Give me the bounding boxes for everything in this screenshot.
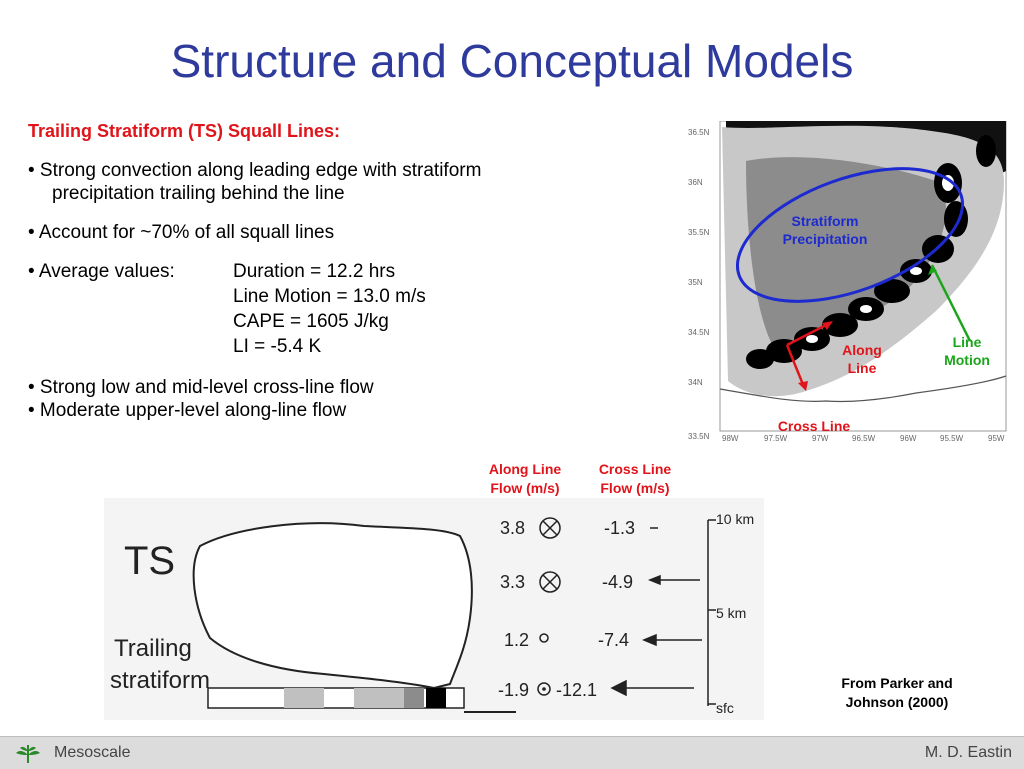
along-line-flow-header [476, 460, 574, 498]
along-line-label [834, 341, 890, 377]
slide-title: Structure and Conceptual Models [170, 35, 854, 87]
height-label: sfc [716, 700, 734, 716]
source-citation [812, 674, 982, 712]
lon-label: 97.5W [764, 434, 788, 443]
lat-label: 34.5N [688, 328, 710, 337]
bullet-flow-group [28, 376, 588, 422]
avg-cape: CAPE = 1605 J/kg [233, 311, 389, 332]
ts-conceptual-diagram [104, 498, 764, 720]
cross-flow-header-line1: Cross Line [598, 461, 672, 477]
stratiform-label-line1: Stratiform [791, 213, 859, 229]
cross-flow-value: -7.4 [598, 630, 630, 650]
along-flow-header-line1: Along Line [488, 461, 562, 477]
height-label: 5 km [716, 605, 747, 621]
along-flow-value: 3.3 [500, 572, 526, 592]
footer-right-text: M. D. Eastin [924, 744, 1012, 761]
lat-label: 35.5N [688, 228, 710, 237]
leaf-logo-icon [12, 741, 44, 765]
bullet-upper-flow: • Moderate upper-level along-line flow [28, 400, 347, 421]
average-values-label: • Average values: [28, 261, 175, 282]
lon-label: 95.5W [940, 434, 964, 443]
source-line1: From Parker and [841, 675, 953, 691]
along-line-label-line1: Along [842, 342, 882, 358]
trailing-label-line2: stratiform [110, 667, 211, 694]
bullet-convection-line2: precipitation trailing behind the line [52, 183, 345, 204]
along-flow-value: -1.9 [498, 680, 530, 700]
line-motion-label [934, 333, 1000, 369]
ts-heading: Trailing Stratiform (TS) Squall Lines: [28, 121, 341, 141]
lat-label: 34N [688, 378, 703, 387]
average-values-list [233, 260, 426, 360]
lat-label: 36N [688, 178, 703, 187]
lat-label: 33.5N [688, 432, 710, 441]
lon-label: 96.5W [852, 434, 876, 443]
line-motion-label-line1: Line [952, 334, 982, 350]
height-label: 10 km [716, 511, 755, 527]
cross-flow-value: -12.1 [556, 680, 598, 700]
avg-li: LI = -5.4 K [233, 336, 322, 357]
along-line-label-line2: Line [847, 360, 877, 376]
footer-bar [0, 736, 1024, 769]
bullet-average-values [28, 260, 588, 360]
lon-label: 97W [812, 434, 829, 443]
cross-line-flow-header [586, 460, 684, 498]
lon-label: 98W [722, 434, 739, 443]
lon-label: 95W [988, 434, 1005, 443]
lat-label: 36.5N [688, 128, 710, 137]
along-flow-header-line2: Flow (m/s) [490, 480, 560, 496]
along-flow-value: 3.8 [500, 518, 526, 538]
lat-label: 35N [688, 278, 703, 287]
cross-line-label: Cross Line [777, 418, 851, 434]
line-motion-label-line2: Motion [944, 352, 990, 368]
ts-diagram-label: TS [124, 539, 176, 583]
cross-flow-value: -1.3 [604, 518, 636, 538]
stratiform-precip-label [780, 212, 870, 248]
radar-map [686, 121, 1012, 443]
source-line2: Johnson (2000) [845, 694, 949, 710]
bullet-account: • Account for ~70% of all squall lines [28, 222, 335, 243]
avg-line-motion: Line Motion = 13.0 m/s [233, 286, 426, 307]
footer-left-text: Mesoscale [54, 744, 131, 761]
cross-flow-header-line2: Flow (m/s) [600, 480, 670, 496]
cross-flow-value: -4.9 [602, 572, 634, 592]
along-flow-value: 1.2 [504, 630, 530, 650]
ts-text-block [28, 120, 588, 422]
bullet-low-mid-flow: • Strong low and mid-level cross-line flow [28, 377, 374, 398]
bullet-convection [28, 159, 588, 205]
lon-label: 96W [900, 434, 917, 443]
stratiform-label-line2: Precipitation [782, 231, 868, 247]
bullet-convection-line1: • Strong convection along leading edge with stratiform [28, 160, 482, 181]
avg-duration: Duration = 12.2 hrs [233, 261, 396, 282]
trailing-label-line1: Trailing [114, 635, 192, 662]
